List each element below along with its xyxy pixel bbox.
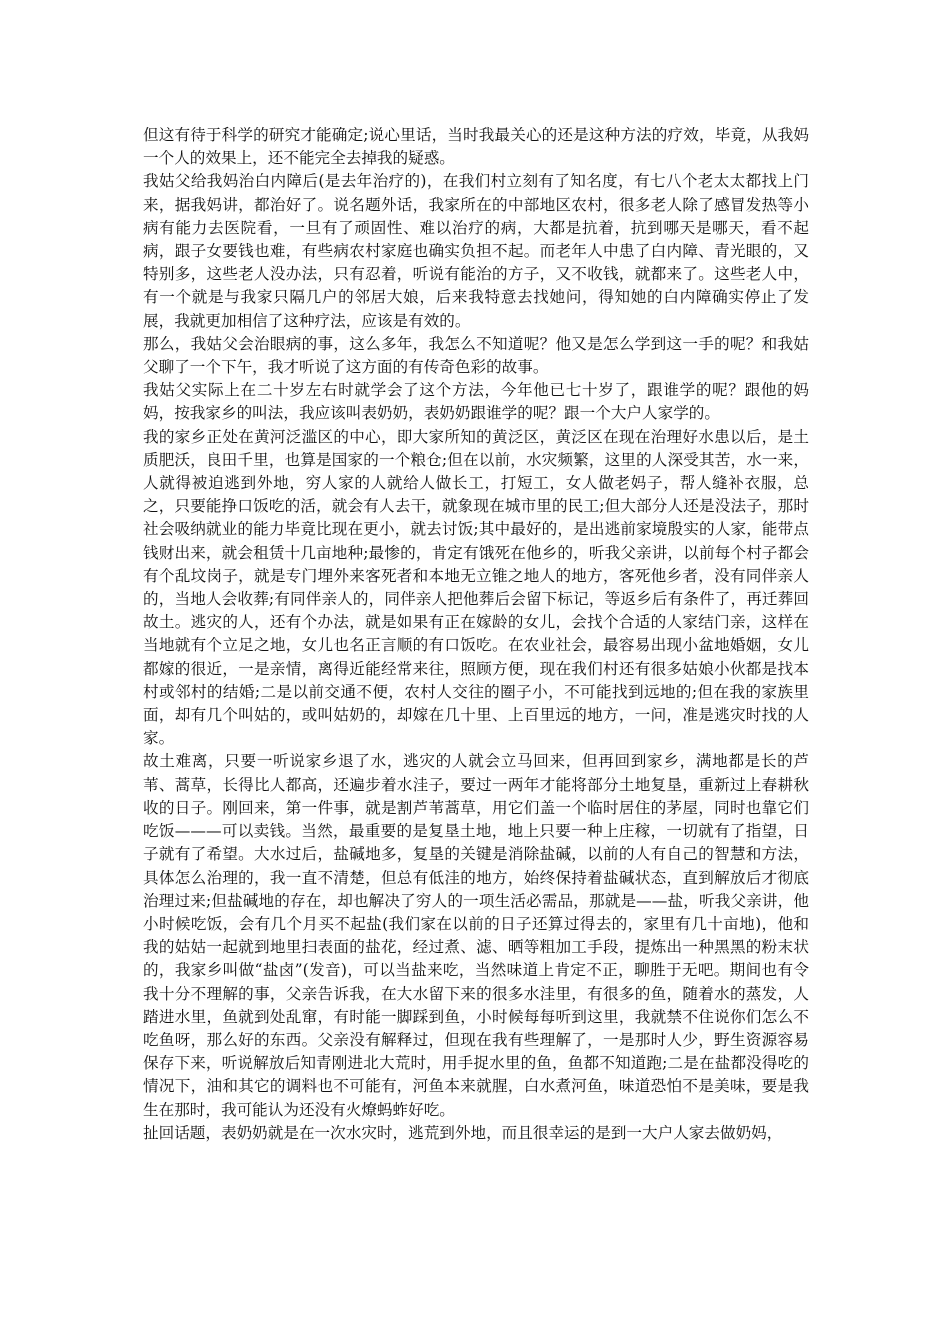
paragraph-3: 那么，我姑父会治眼病的事，这么多年，我怎么不知道呢？他又是怎么学到这一手的呢？和我姑父聊了一个下午，我才听说了这方面的有传奇色彩的故事。 — [143, 334, 809, 377]
paragraph-1: 但这有待于科学的研究才能确定;说心里话，当时我最关心的还是这种方法的疗效，毕竟，从我妈一个人的效果上，还不能完全去掉我的疑惑。 — [143, 126, 809, 168]
paragraph-7: 扯回话题，表奶奶就是在一次水灾时，逃荒到外地，而且很幸运的是到一大户人家去做奶妈， — [143, 1123, 783, 1142]
paragraph-6: 故土难离，只要一听说家乡退了水，逃灾的人就会立马回来，但再回到家乡，满地都是长的芦苇、蒿草，长得比人都高，还遍步着水洼子，要过一两年才能将部分土地复垦，重新过上春耕秋收的日子。刚回来，第一件事，就是割芦苇蒿草，用它们盖一个临时居住的茅屋，同时也靠它们吃饭———可以卖钱。当然，最重要的是复垦土地，地上只要一种上庄稼，一切就有了指望，日子就有了希望。大水过后，盐碱地多，复垦的关键是消除盐碱，以前的人有自己的智慧和方法，具体怎么治理的，我一直不清楚，但总有低洼的地方，始终保持着盐碱状态，直到解放后才彻底治理过来;但盐碱地的存在，却也解决了穷人的一项生活必需品，那就是——盐，听我父亲讲，他小时候吃饭，会有几个月买不起盐(我们家在以前的日子还算过得去的，家里有几十亩地)，他和我的姑姑一起就到地里扫表面的盐花，经过煮、滤、晒等粗加工手段，提炼出一种黑黑的粉末状的，我家乡叫做“盐卤”(发音)，可以当盐来吃，当然味道上肯定不正，聊胜于无吧。期间也有令我十分不理解的事，父亲告诉我，在大水留下来的很多水洼里，有很多的鱼，随着水的蒸发，人踏进水里，鱼就到处乱窜，有时能一脚踩到鱼，小时候每每听到这里，我就禁不住说你们怎么不吃鱼呀，那么好的东西。父亲没有解释过，但现在我有些理解了，一是那时人少，野生资源容易保存下来，听说解放后知青刚进北大荒时，用手捉水里的鱼，鱼都不知道跑;二是在盐都没得吃的情况下，油和其它的调料也不可能有，河鱼本来就腥，白水煮河鱼，味道恐怕不是美味，要是我生在那时，我可能认为还没有火燎蚂蚱好吃。 — [143, 752, 809, 1119]
paragraph-2: 我姑父给我妈治白内障后(是去年治疗的)，在我们村立刻有了知名度，有七八个老太太都找上门来，据我妈讲，都治好了。说名题外话，我家所在的中部地区农村，很多老人除了感冒发热等小病有能力去医院看，一旦有了顽固性、难以治疗的病，大都是抗着，抗到哪天是哪天，看不起病，跟子女要钱也难，有些病农村家庭也确实负担不起。而老年人中患了白内障、青光眼的，又特别多，这些老人没办法，只有忍着，听说有能治的方子，又不收钱，就都来了。这些老人中，有一个就是与我家只隔几户的邻居大娘，后来我特意去找她问，得知她的白内障确实停止了发展，我就更加相信了这种疗法，应该是有效的。 — [143, 172, 809, 330]
paragraph-5: 我的家乡正处在黄河泛滥区的中心，即大家所知的黄泛区，黄泛区在现在治理好水患以后，是土质肥沃，良田千里，也算是国家的一个粮仓;但在以前，水灾频繁，这里的人深受其苦，水一来，人就得被迫逃到外地，穷人家的人就给人做长工，打短工，女人做老妈子，帮人缝补衣服，总之，只要能挣口饭吃的活，就会有人去干，就象现在城市里的民工;但大部分人还是没法子，那时社会吸纳就业的能力毕竟比现在更小，就去讨饭;其中最好的，是出逃前家境殷实的人家，能带点钱财出来，就会租赁十几亩地种;最惨的，肯定有饿死在他乡的，听我父亲讲，以前每个村子都会有个乱坟岗子，就是专门埋外来客死者和本地无立锥之地人的地方，客死他乡者，没有同伴亲人的，当地人会收葬;有同伴亲人的，同伴亲人把他葬后会留下标记，等返乡后有条件了，再迁葬回故土。逃灾的人，还有个办法，就是如果有正在嫁龄的女儿，会找个合适的人家结门亲，这样在当地就有个立足之地，女儿也名正言顺的有口饭吃。在农业社会，最容易出现小盆地婚姻，女儿都嫁的很近，一是亲情，离得近能经常来往，照顾方便，现在我们村还有很多姑娘小伙都是找本村或邻村的结婚;二是以前交通不便，农村人交往的圈子小，不可能找到远地的;但在我的家族里面，却有几个叫姑的，或叫姑奶的，却嫁在几十里、上百里远的地方，一问，准是逃灾时找的人家。 — [143, 427, 809, 748]
paragraph-4: 我姑父实际上在二十岁左右时就学会了这个方法，今年他已七十岁了，跟谁学的呢？跟他的妈妈，按我家乡的叫法，我应该叫表奶奶，表奶奶跟谁学的呢？跟一个大户人家学的。 — [143, 381, 809, 423]
document-body — [143, 124, 809, 1145]
